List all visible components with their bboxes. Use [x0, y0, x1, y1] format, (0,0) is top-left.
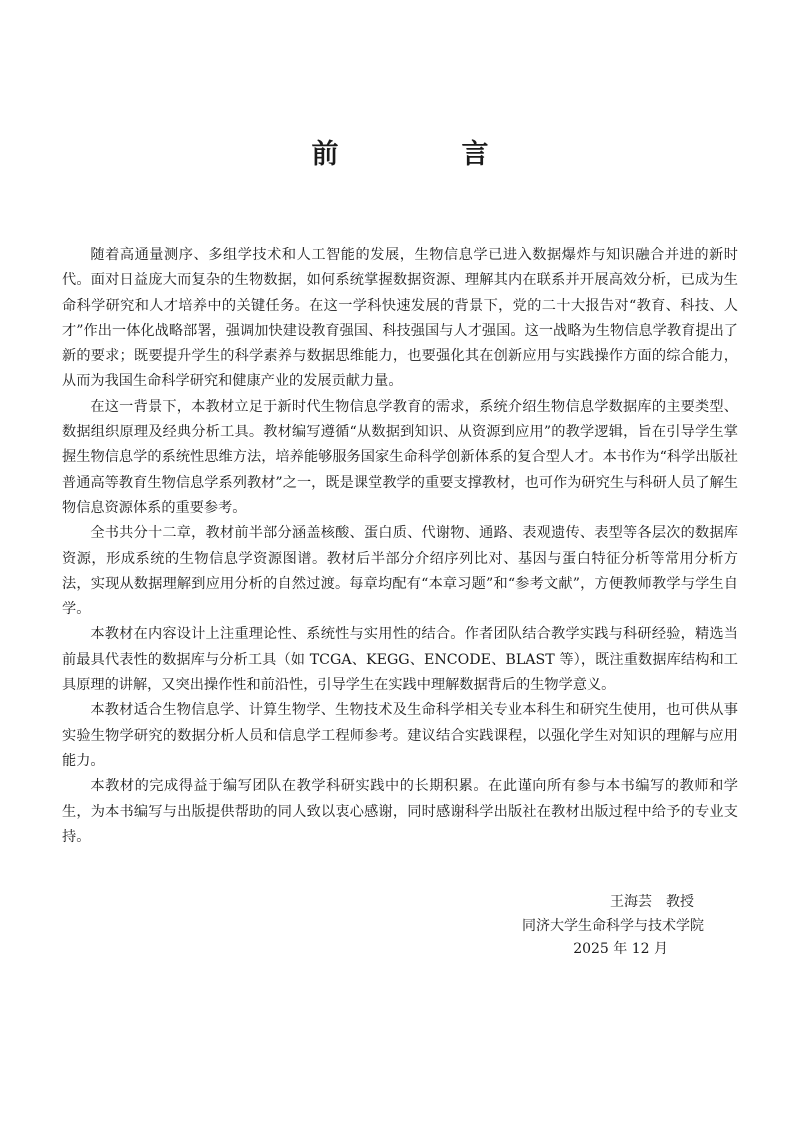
paragraph-4: 本教材在内容设计上注重理论性、系统性与实用性的结合。作者团队结合教学实践与科研经验，精选当前最具代表性的数据库与分析工具（如 TCGA、KEGG、ENCODE、BLAST 等），既注重数据库结构和工具原理的讲解，又突出操作性和前沿性，引导学生在实践中理解数据背后的生物学意义。 [62, 626, 738, 694]
signature-block [444, 891, 704, 962]
paragraph-6: 本教材的完成得益于编写团队在教学科研实践中的长期积累。在此谨向所有参与本书编写的教师和学生，为本书编写与出版提供帮助的同人致以衷心感谢，同时感谢科学出版社在教材出版过程中给予的专业支持。 [62, 778, 738, 845]
preface-body [62, 243, 738, 850]
author-name: 王海芸 教授 [610, 894, 694, 910]
page-title: 前 言 [311, 139, 537, 170]
paragraph-3: 全书共分十二章，教材前半部分涵盖核酸、蛋白质、代谢物、通路、表观遗传、表型等各层次的数据库资源，形成系统的生物信息学资源图谱。教材后半部分介绍序列比对、基因与蛋白特征分析等常用分析方法，实现从数据理解到应用分析的自然过渡。每章均配有“本章习题”和“参考文献”，方便教师教学与学生自学。 [62, 525, 738, 618]
signature-date: 2025 年 12 月 [573, 941, 668, 957]
paragraph-5: 本教材适合生物信息学、计算生物学、生物技术及生命科学相关专业本科生和研究生使用，也可供从事实验生物学研究的数据分析人员和信息学工程师参考。建议结合实践课程，以强化学生对知识的理解与应用能力。 [62, 702, 738, 769]
author-affiliation: 同济大学生命科学与技术学院 [522, 917, 704, 934]
paragraph-2: 在这一背景下，本教材立足于新时代生物信息学教育的需求，系统介绍生物信息学数据库的主要类型、数据组织原理及经典分析工具。教材编写遵循“从数据到知识、从资源到应用”的教学逻辑，旨在引导学生掌握生物信息学的系统性思维方法，培养能够服务国家生命科学创新体系的复合型人才。本书作为“科学出版社普通高等教育生物信息学系列教材”之一，既是课堂教学的重要支撑教材，也可作为研究生与科研人员了解生物信息资源体系的重要参考。 [62, 398, 738, 516]
paragraph-1: 随着高通量测序、多组学技术和人工智能的发展，生物信息学已进入数据爆炸与知识融合并进的新时代。面对日益庞大而复杂的生物数据，如何系统掌握数据资源、理解其内在联系并开展高效分析，已成为生命科学研究和人才培养中的关键任务。在这一学科快速发展的背景下，党的二十大报告对“教育、科技、人才”作出一体化战略部署，强调加快建设教育强国、科技强国与人才强国。这一战略为生物信息学教育提出了新的要求；既要提升学生的科学素养与数据思维能力，也要强化其在创新应用与实践操作方面的综合能力，从而为我国生命科学研究和健康产业的发展贡献力量。 [62, 247, 738, 390]
